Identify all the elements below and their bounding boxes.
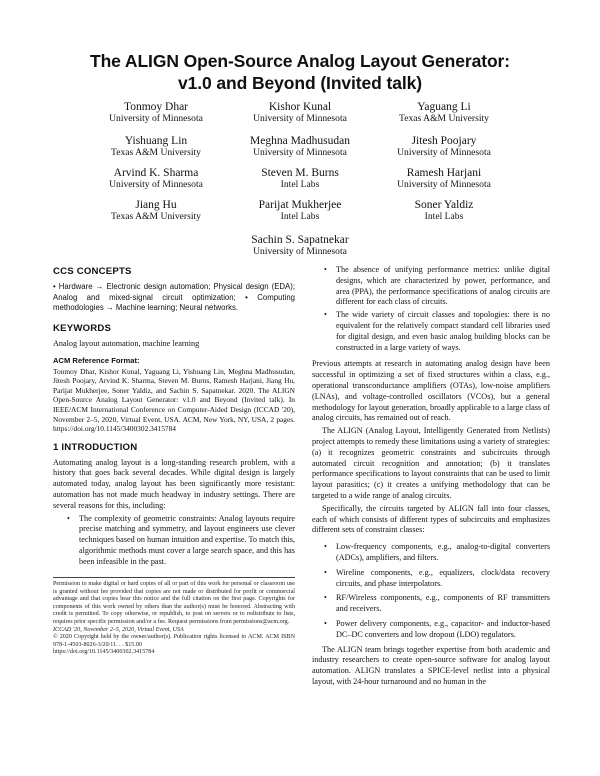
body-paragraph: The ALIGN team brings together expertise from both academic and industry researchers to create open-source software for analog layout automation. ALIGN translates a SPICE-level netlist into a physical layout, with 24-hour turnaround and no human in the [312,644,550,686]
author-name: Soner Yaldiz [414,199,474,211]
ccs-heading: CCS CONCEPTS [53,266,132,277]
author-affiliation: University of Minnesota [397,179,491,190]
challenge-bullet-list [312,265,550,353]
author-name: Yishuang Lin [124,135,188,147]
author-name: Yaguang Li [417,101,471,113]
bullet-glyph: • [324,265,327,274]
list-item [312,568,550,590]
circuit-class-list [312,542,550,640]
author-affiliation: University of Minnesota [397,147,491,158]
bullet-glyph: • [324,542,327,552]
bullet-glyph: • [324,593,327,603]
paper-title [0,50,600,94]
author-affiliation: Intel Labs [424,211,464,222]
permission-notice: Permission to make digital or hard copies of all or part of this work for personal or classroom use is granted without fee provided that copies are not made or distributed for profit or commercial advantage and that copies bear this notice and the full citation on the first page. Copyrights for components of this work owned by others than the author(s) must be honored. Abstracting with credit is permitted. To copy otherwise, or republish, to post on servers or to redistribute to lists, requires prior specific permission and/or a fee. Request permissions from permissions@acm.org. [53,581,295,625]
ccs-text: • Hardware → Electronic design automation; Physical design (EDA); Analog and mixed-signal circuit optimization; • Computing methodologies → Machine learning; Neural networks. [53,281,295,313]
author-name: Tonmoy Dhar [123,101,189,113]
author-affiliation: University of Minnesota [109,113,203,124]
body-paragraph: The ALIGN (Analog Layout, Intelligently Generated from Netlists) project attempts to remedy these limitations using a variety of strategies: (a) it recognizes geometric constraints and subcircuits through automated circuit recognition and annotation; (b) it translates performance specifications to layout constraints that can be used to limit layout parasitics; (c) it creates a unifying methodology that can be targeted to a wide range of analog circuits. [312,426,550,500]
author-name: Kishor Kunal [268,101,332,113]
author-name: Steven M. Burns [261,167,339,179]
bullet-text: The absence of unifying performance metrics: unlike digital designs, which are characterized by power, performance, and area (PPA), the performance specifications of analog circuits are different for each class of circuits. [336,265,550,307]
author-block [334,101,554,125]
body-paragraph: Specifically, the circuits targeted by ALIGN fall into four classes, each of which consists of different types of subcircuits and emphasizes different sets of constraint classes: [312,503,550,535]
author-affiliation: University of Minnesota [253,147,347,158]
copyright-line: © 2020 Copyright held by the owner/author(s). Publication rights licensed to ACM. ACM ISBN 978-1-4503-8026-3/20/11. . . $15.00 [53,634,295,648]
bullet-text: Low-frequency components, e.g., analog-to-digital converters (ADCs), amplifiers, and filters. [336,542,550,562]
intro-paragraph: Automating analog layout is a long-standing research problem, with a history that goes back several decades. While digital design is largely automated today, analog layout has been significantly more resistant: automation has not made much headway in industry settings. There are several reasons for this, including: [53,457,295,510]
author-block [334,167,554,191]
author-affiliation: Texas A&M University [111,147,201,158]
author-name: Sachin S. Sapatnekar [251,234,349,246]
reference-heading: ACM Reference Format: [53,355,140,365]
title-line-2: v1.0 and Beyond (Invited talk) [178,73,422,93]
introduction-heading: 1 INTRODUCTION [53,441,138,453]
author-affiliation: University of Minnesota [253,113,347,124]
list-item [312,542,550,564]
left-column [53,267,295,572]
reference-text: Tonmoy Dhar, Kishor Kunal, Yaguang Li, Yishuang Lin, Meghna Madhusudan, Jitesh Poojary, Arvind K. Sharma, Steven M. Burns, Ramesh Harjani, Jiang Hu, Parijat Mukherjee, Soner Yaldiz, and Sachin S. Sapatnekar. 2020. The ALIGN Open-Source Analog Layout Generator: v1.0 and Beyond (Invited talk). In IEEE/ACM International Conference on Computer-Aided Design (ICCAD '20), November 2–5, 2020, Virtual Event, USA. ACM, New York, NY, USA, 2 pages. https://doi.org/10.1145/3400302.3415784 [53,366,295,434]
bullet-glyph: • [324,618,327,628]
bullet-text: Power delivery components, e.g., capacitor- and inductor-based DC–DC converters and low dropout (LDO) regulators. [336,618,550,639]
keywords-text: Analog layout automation, machine learning [53,338,200,348]
author-affiliation: Intel Labs [280,179,320,190]
bullet-glyph: • [324,567,327,577]
intro-bullet-list [53,514,295,568]
bullet-text: The complexity of geometric constraints: Analog layouts require precise matching and symmetry, and layout engineers use clever techniques based on human intuition and expertise. To match this, algorithmic methods must cover a large search space, and this has been infeasible in the past. [79,513,295,566]
author-name: Ramesh Harjani [406,167,482,179]
bullet-glyph: • [67,513,70,523]
right-column [312,265,550,688]
venue-line: ICCAD '20, November 2–5, 2020, Virtual Event, USA [53,626,184,633]
author-affiliation: University of Minnesota [253,246,347,257]
bullet-text: Wireline components, e.g., equalizers, clock/data recovery circuits, and phase interpolators. [336,567,550,588]
doi-line: https://doi.org/10.1145/3400302.3415784 [53,649,155,656]
bullet-text: RF/Wireless components, e.g., components of RF transmitters and receivers. [336,593,550,614]
author-block [190,234,410,258]
keywords-heading: KEYWORDS [53,323,112,335]
author-affiliation: Texas A&M University [399,113,489,124]
bullet-glyph: • [324,310,327,320]
author-affiliation: Texas A&M University [111,211,201,222]
list-item [312,619,550,641]
author-block [334,135,554,159]
list-item [312,310,550,353]
author-name: Jitesh Poojary [411,135,477,147]
copyright-footnote [53,577,295,657]
body-paragraph: Previous attempts at research in automating analog design have been successful in optimizing a set of fixed structures within a class, e.g., operational transconductance amplifiers (OTAs), low-noise amplifiers (LNAs), and voltage-controlled oscillators (VCOs), but a general methodology for layout generation, broadly applicable to a large class of analog circuits, has remained out of reach. [312,359,550,423]
author-affiliation: Intel Labs [280,211,320,222]
author-name: Jiang Hu [135,199,177,211]
bullet-text: The wide variety of circuit classes and topologies: there is no equivalent for the relatively compact standard cell libraries used for digital design, and even basic analog building blocks can be constructed in a large variety of ways. [336,310,550,352]
author-name: Parijat Mukherjee [258,199,342,211]
author-name: Arvind K. Sharma [113,167,199,179]
author-affiliation: University of Minnesota [109,179,203,190]
list-item [53,514,295,568]
list-item [312,265,550,308]
author-block [334,199,554,223]
author-name: Meghna Madhusudan [250,135,350,147]
title-line-1: The ALIGN Open-Source Analog Layout Generator: [90,51,510,71]
list-item [312,593,550,615]
